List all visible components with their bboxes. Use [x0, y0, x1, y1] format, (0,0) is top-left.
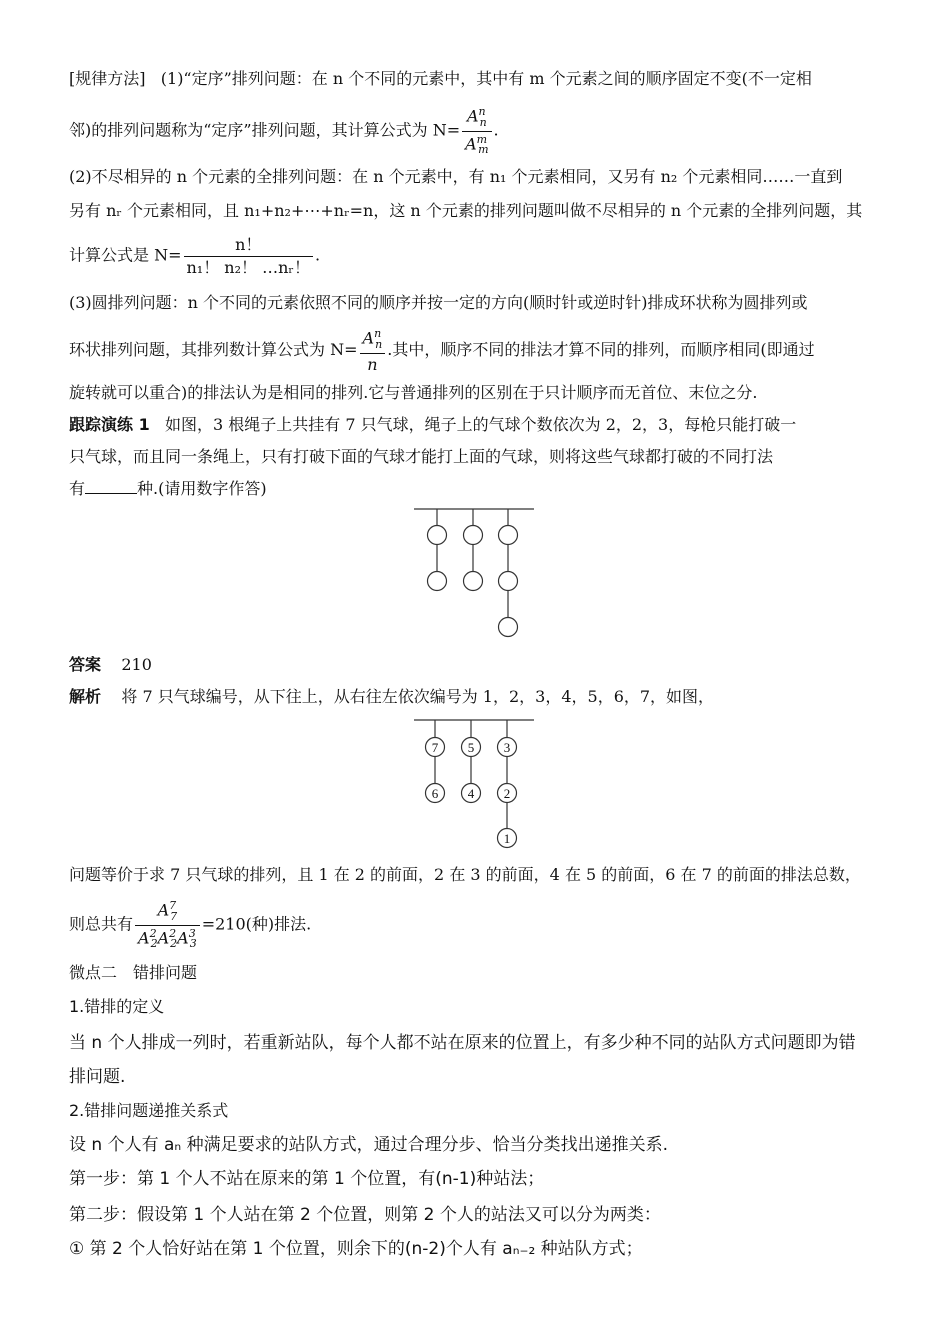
analysis-line2: 问题等价于求 7 只气球的排列，且 1 在 2 的前面，2 在 3 的前面，4 在 5 的前面，6 在 7 的前面的排法总数，	[69, 865, 861, 884]
answer-blank	[85, 479, 137, 494]
method-p1-line2: 邻)的排列问题称为“定序”排列问题，其计算公式为 N= $\frac{A^n_n}{A^m_m}$ .	[69, 105, 499, 157]
definition-title: 1.错排的定义	[69, 997, 165, 1016]
method-p2-line1: (2)不尽相异的 n 个元素的全排列问题：在 n 个元素中，有 n₁ 个元素相同，又另有 n₂ 个元素相同……一直到	[69, 167, 843, 186]
balloon	[428, 572, 447, 591]
balloon-label: 5	[467, 740, 475, 755]
method-p1-text: (1)“定序”排列问题：在 n 个不同的元素中，其中有 m 个元素之间的顺序固定不变(不一定相	[160, 69, 812, 88]
case1-line: ① 第 2 个人恰好站在第 1 个位置，则余下的(n-2)个人有 aₙ₋₂ 种站队方式；	[69, 1239, 643, 1259]
analysis-line1: 解析 将 7 只气球编号，从下往上，从右往左依次编号为 1，2，3，4，5，6，7，如图，	[69, 687, 715, 706]
balloon	[499, 618, 518, 637]
balloon-label: 6	[431, 786, 439, 801]
ordered-permutation-formula: $\frac{A^n_n}{A^m_m}$	[462, 106, 491, 156]
answer-label: 答案	[69, 655, 102, 674]
balloon	[464, 572, 483, 591]
balloon-count-formula: $\frac{A^7_7}{A^2_2A^2_2A^3_3}$	[135, 900, 200, 950]
balloon-label: 3	[503, 740, 511, 755]
numbered-balloon-figure	[410, 716, 540, 854]
multiset-permutation-formula: $\frac{n!}{\text{n₁！ n₂！ …nᵣ！}}$	[184, 236, 313, 276]
method-p3-line3: 旋转就可以重合)的排法认为是相同的排列.它与普通排列的区别在于只计顺序而无首位、末位之分.	[69, 383, 758, 402]
answer-value: 210	[121, 655, 152, 674]
exercise-line1: 跟踪演练 1 如图，3 根绳子上共挂有 7 只气球，绳子上的气球个数依次为 2，2，3，每枪只能打破一	[69, 415, 797, 434]
balloon	[428, 526, 447, 545]
exercise-label: 跟踪演练 1	[69, 415, 150, 434]
balloon-label: 7	[431, 740, 439, 755]
definition-line1: 当 n 个人排成一列时，若重新站队，每个人都不站在原来的位置上，有多少种不同的站队方式问题即为错	[69, 1033, 856, 1053]
analysis-label: 解析	[69, 687, 102, 706]
definition-line2: 排问题.	[69, 1067, 126, 1087]
method-p1-line1	[69, 62, 881, 96]
balloon-label: 2	[503, 786, 511, 801]
method-p2-line2: 另有 nᵣ 个元素相同，且 n₁+n₂+⋯+nᵣ=n，这 n 个元素的排列问题叫做不尽相异的 n 个元素的全排列问题，其	[69, 201, 863, 220]
balloon	[499, 526, 518, 545]
method-p3-line2: 环状排列问题，其排列数计算公式为 N= $\frac{A^n_n}{n}$ .其中，顺序不同的排法才算不同的排列，而顺序相同(即通过	[69, 327, 815, 374]
recurrence-line1: 设 n 个人有 aₙ 种满足要求的站队方式，通过合理分步、恰当分类找出递推关系.	[69, 1135, 668, 1155]
exercise-line3: 有 种.(请用数字作答)	[69, 479, 267, 498]
exercise-line2: 只气球，而且同一条绳上，只有打破下面的气球才能打上面的气球，则将这些气球都打破的不同打法	[69, 447, 774, 466]
answer-line	[69, 648, 881, 682]
step1-line: 第一步：第 1 个人不站在原来的第 1 个位置，有(n-1)种站法；	[69, 1169, 545, 1189]
recurrence-title: 2.错排问题递推关系式	[69, 1101, 229, 1120]
section-title: 微点二 错排问题	[69, 963, 198, 982]
circular-permutation-formula: $\frac{A^n_n}{n}$	[360, 328, 386, 373]
balloon-figure	[410, 505, 540, 640]
method-p2-line3: 计算公式是 N= $\frac{n!}{\text{n₁！ n₂！ …nᵣ！}}$ .	[69, 235, 321, 277]
step2-line: 第二步：假设第 1 个人站在第 2 个位置，则第 2 个人的站法又可以分为两类：	[69, 1205, 661, 1225]
balloon-label: 1	[503, 831, 511, 846]
balloon	[499, 572, 518, 591]
balloon	[464, 526, 483, 545]
analysis-line3: 则总共有 $\frac{A^7_7}{A^2_2A^2_2A^3_3}$ =210(种)排法.	[69, 899, 312, 951]
method-tag: [规律方法]	[69, 69, 146, 88]
method-p3-line1: (3)圆排列问题：n 个不同的元素依照不同的顺序并按一定的方向(顺时针或逆时针)排成环状称为圆排列或	[69, 293, 808, 312]
balloon-label: 4	[467, 786, 475, 801]
